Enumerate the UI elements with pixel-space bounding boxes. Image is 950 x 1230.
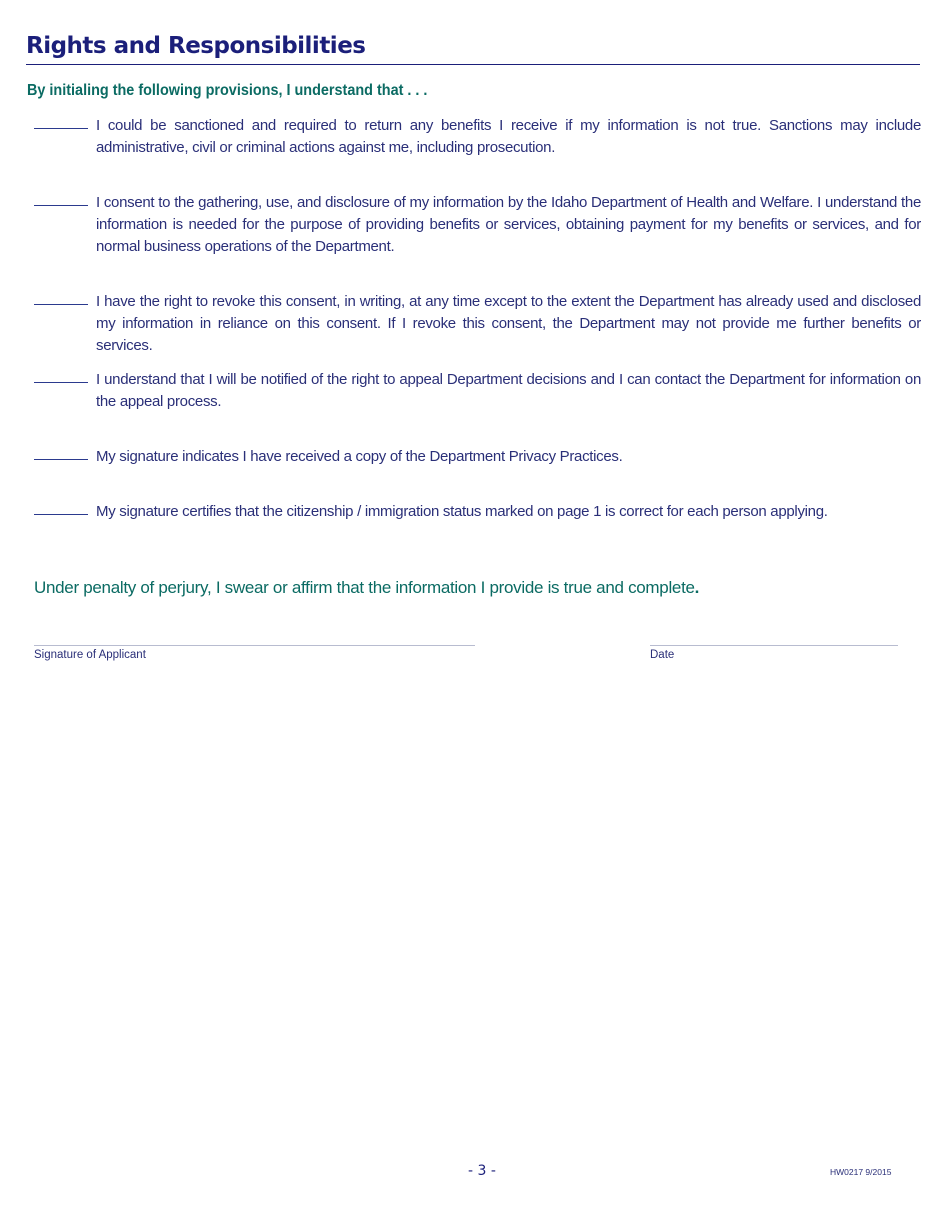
signature-date-line[interactable] [650,645,898,646]
provision-text: I have the right to revoke this consent, in writing, at any time except to the extent the Department has already used and disclosed my information in reliance on this consent. If I revoke this consent, the Department may not provide me further benefits or services. [96,293,921,354]
page-number: - 3 - [468,1163,496,1179]
provision-text: I understand that I will be notified of the right to appeal Department decisions and I can contact the Department for information on the appeal process. [96,371,921,410]
intro-text: By initialing the following provisions, I understand that . . . [27,82,428,99]
provision-item [34,501,921,523]
provision-item [34,192,921,258]
provision-text: I consent to the gathering, use, and disclosure of my information by the Idaho Department of Health and Welfare. I understand the information is needed for the purpose of providing benefits or services, obtaining payment for my benefits or services, and for normal business operations of the Department. [96,194,921,255]
perjury-statement [34,578,699,598]
provision-text: I could be sanctioned and required to return any benefits I receive if my information is not true. Sanctions may include administrative, civil or criminal actions against me, including prosecution. [96,117,921,156]
provision-text: My signature certifies that the citizenship / immigration status marked on page 1 is correct for each person applying. [96,503,828,520]
provision-item [34,291,921,357]
provision-item [34,115,921,159]
initial-field[interactable] [34,304,88,305]
provision-text: My signature indicates I have received a copy of the Department Privacy Practices. [96,448,623,465]
perjury-statement-text: Under penalty of perjury, I swear or affirm that the information I provide is true and complete [34,578,695,597]
initial-field[interactable] [34,514,88,515]
initial-field[interactable] [34,205,88,206]
initial-field[interactable] [34,128,88,129]
initial-field[interactable] [34,382,88,383]
page-title: Rights and Responsibilities [26,30,920,65]
provision-item [34,369,921,413]
signature-date-label: Date [650,649,675,661]
form-code: HW0217 9/2015 [830,1167,892,1177]
provision-item [34,446,921,468]
initial-field[interactable] [34,459,88,460]
signature-applicant-label: Signature of Applicant [34,649,146,661]
perjury-statement-period: . [694,578,700,597]
signature-applicant-line[interactable] [34,645,475,646]
